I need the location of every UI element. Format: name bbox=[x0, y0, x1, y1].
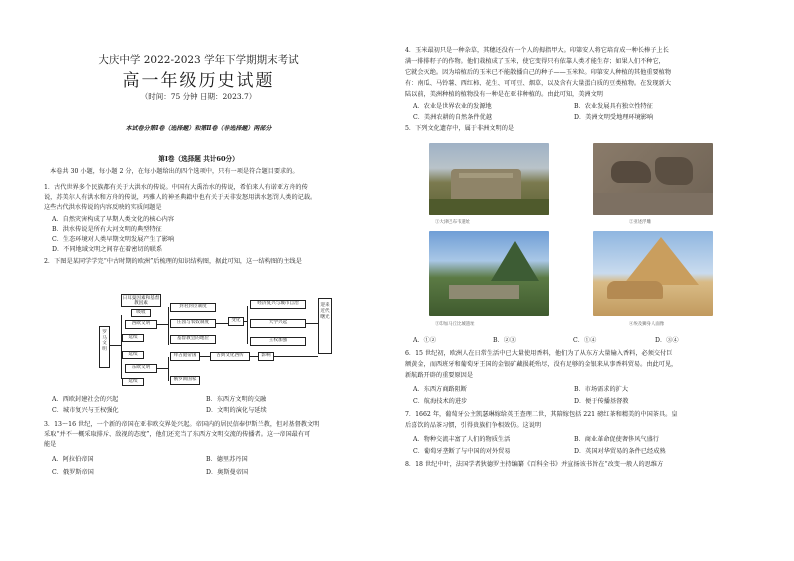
diagram-cities-box: 经济复兴与城市自治 bbox=[250, 300, 306, 309]
q7-option-c[interactable]: C．葡萄牙垄断了与中国的对外贸易 bbox=[413, 448, 511, 455]
q5-option-c[interactable]: C．①④ bbox=[573, 337, 597, 344]
diagram-continue-label: 延续 bbox=[122, 378, 144, 386]
q1-option-a[interactable]: A．自然灾害构成了早期人类文化的核心内容 bbox=[52, 216, 175, 223]
q7-stem-line: 7．1662 年，葡萄牙公主凯瑟琳嫁给英王查理二世，其陪嫁包括 221 磅红茶和精美的中国茶具。皇 bbox=[405, 411, 678, 418]
q1-option-d[interactable]: D．不同地域文明之间存在着密切的联系 bbox=[52, 246, 163, 253]
q4-stem-line: 它就会灭绝。因为培植后的玉米已不能散播自己的种子——玉米粒。印第安人种植的其他重要植物 bbox=[405, 69, 672, 76]
diagram-feudal-box: 封君封臣制度 bbox=[170, 303, 216, 312]
diagram-influence-label: 影响 bbox=[258, 352, 274, 361]
instructions: 本卷共 30 小题，每小题 2 分，在每小题给出的四个选项中，只有一项是符合题目要求的。 bbox=[50, 168, 299, 175]
q2-option-a[interactable]: A．西欧封建社会的兴起 bbox=[52, 396, 119, 403]
image-caption-2: ②亚述浮雕 bbox=[629, 220, 651, 225]
q2-option-d[interactable]: D．文明的演化与延续 bbox=[206, 407, 267, 414]
diagram-church-box: 基督教会的地位 bbox=[170, 335, 216, 344]
q5-option-a[interactable]: A．①② bbox=[413, 337, 437, 344]
diagram-russia-box: 俄罗斯国家 bbox=[170, 376, 200, 385]
machu-picchu-photo bbox=[429, 231, 549, 316]
diagram-change-label: 变化 bbox=[228, 317, 244, 326]
right-column bbox=[397, 0, 794, 561]
time-date-line: （时间：75 分钟 日期：2023.7） bbox=[140, 92, 257, 101]
q6-option-c[interactable]: C．航海技术的进步 bbox=[413, 398, 468, 405]
diagram-line bbox=[306, 323, 318, 324]
q5-option-d[interactable]: D．③④ bbox=[655, 337, 679, 344]
diagram-eastern-box: 东欧文明 bbox=[125, 364, 157, 373]
diagram-continue-label: 延续 bbox=[122, 334, 144, 342]
diagram-line bbox=[168, 357, 169, 381]
q7-option-b[interactable]: B．商业革命促使奢侈风气盛行 bbox=[574, 436, 659, 443]
diagram-university-box: 大学兴起 bbox=[250, 319, 306, 328]
image-caption-1: ①大津巴布韦遗址 bbox=[435, 220, 471, 225]
exam-title: 大庆中学 2022-2023 学年下学期期末考试 bbox=[98, 54, 299, 66]
diagram-line bbox=[247, 306, 248, 344]
q4-stem-line: 有：南瓜、马铃薯、西红柿、花生、可可豆、烟草，以及含有大量蛋白质的豆类植物。在发现新大 bbox=[405, 80, 672, 87]
diagram-line bbox=[200, 356, 210, 357]
diagram-kingship-box: 王权加强 bbox=[250, 337, 306, 346]
q4-option-b[interactable]: B．农业发展具有独立性特征 bbox=[574, 103, 653, 110]
q7-option-a[interactable]: A．物种交流丰富了人们的物质生活 bbox=[413, 436, 511, 443]
q6-option-b[interactable]: B．市场需求的扩大 bbox=[574, 386, 629, 393]
q6-stem-line: 新航路开辟的重要原因是 bbox=[405, 372, 474, 379]
q3-stem-line: 3．13～16 世纪，一个新的帝国在亚非欧交界处兴起。帝国内的居民信奉伊斯兰教，但对基督教文明 bbox=[44, 421, 320, 428]
q1-stem-line: 说，苏美尔人有洪水和方舟的传说，玛雅人的神圣典籍中也有关于天非发怒用洪水惩罚人类的记载。 bbox=[44, 194, 317, 201]
section-title: 第Ⅰ卷（选择题 共计60分） bbox=[158, 155, 239, 163]
diagram-line bbox=[250, 356, 258, 357]
diagram-line bbox=[216, 323, 228, 324]
image-caption-3: ③印加马丘比城遗址 bbox=[435, 322, 475, 327]
diagram-absorb-label: 吸收 bbox=[131, 309, 151, 317]
diagram-rome-box: 罗马文明 bbox=[99, 326, 110, 368]
q6-option-d[interactable]: D．便于传播基督教 bbox=[574, 398, 629, 405]
q6-stem-line: 6．15 世纪初，欧洲人在日常生活中已大量使用香料，他们为了从东方大量输入香料，必须交付巨 bbox=[405, 350, 673, 357]
diagram-line bbox=[168, 307, 169, 345]
q6-stem-line: 额黄金，而西班牙和葡萄牙王国的金银矿藏损耗殆尽，没有足够的金银来从事香料贸易。由此可见， bbox=[405, 361, 678, 368]
q4-option-c[interactable]: C．美洲农耕的自然条件优越 bbox=[413, 114, 492, 121]
q3-option-d[interactable]: D．奥斯曼帝国 bbox=[206, 469, 249, 476]
diagram-line bbox=[121, 315, 122, 379]
diagram-dawn-box: 迎来近代曙光 bbox=[318, 298, 332, 354]
q3-option-c[interactable]: C．俄罗斯帝国 bbox=[52, 469, 94, 476]
q6-option-a[interactable]: A．东西方商路阻断 bbox=[413, 386, 467, 393]
q2-stem: 2．下图是某同学学完“中古时期的欧洲”后梳理的知识结构图，据此可知，这一结构图的主线是 bbox=[44, 258, 302, 265]
sphinx-pyramid-photo bbox=[593, 231, 713, 316]
q5-option-b[interactable]: B．②③ bbox=[493, 337, 517, 344]
q2-option-c[interactable]: C．城市复兴与王权强化 bbox=[52, 407, 119, 414]
q4-stem-line: 4．玉米最初只是一种杂草，其穗还没有一个人的拇指甲大。印第安人将它培育成一种长棒子上长 bbox=[405, 47, 669, 54]
q3-option-b[interactable]: B．德里苏丹国 bbox=[206, 456, 248, 463]
diagram-line bbox=[274, 356, 318, 357]
q5-stem: 5．下列文化遗存中，属于非洲文明的是 bbox=[405, 125, 515, 132]
diagram-germanic-christian-box: 日耳曼因素和基督教因素 bbox=[122, 296, 160, 306]
q3-option-a[interactable]: A．阿拉伯帝国 bbox=[52, 456, 94, 463]
q4-stem-line: 满一排排籽子的作物。他们栽植成了玉米，使它变得只有依靠人类才能生存；如果人们不种它， bbox=[405, 58, 665, 65]
q7-option-d[interactable]: D．英国对华贸易的条件已经成熟 bbox=[574, 448, 666, 455]
q3-stem-line: 采取“并不一概采取排斥、敌视的态度”，他们还充当了东西方文明交流的传播者。这一帝国最有可 bbox=[44, 431, 311, 438]
q1-option-b[interactable]: B．洪水传说是所有大河文明的典型特征 bbox=[52, 226, 162, 233]
q2-option-b[interactable]: B．东西方文明的交融 bbox=[206, 396, 267, 403]
q1-stem-line: 1．古代世界多个民族都有关于大洪水的传说。中国有大禹治水的传说，希伯来人有诺亚方舟的传 bbox=[44, 184, 308, 191]
q7-stem-line: 后喜饮的品茶习惯，引得贵族们争相效仿。这说明 bbox=[405, 422, 542, 429]
q1-stem-line: 这些古代洪水传说的内容反映的实质问题是 bbox=[44, 204, 162, 211]
diagram-continue-label: 延续 bbox=[122, 351, 144, 359]
paper-structure-note: 本试卷分第Ⅰ卷（选择题）和第Ⅱ卷（非选择题）两部分 bbox=[125, 125, 272, 132]
q8-stem: 8．18 世纪中叶，法国学者狄德罗主持编纂《百科全书》并宣扬该书旨在“改变一般人的思维方 bbox=[405, 461, 664, 468]
q1-option-c[interactable]: C．生态环境对人类早期文明发展产生了影响 bbox=[52, 236, 175, 243]
diagram-byzantine-box: 拜占庭帝国 bbox=[170, 352, 200, 361]
subject-title: 高一年级历史试题 bbox=[122, 71, 275, 91]
diagram-western-box: 西欧文明 bbox=[125, 320, 157, 329]
image-caption-4: ④埃及狮身人面像 bbox=[629, 322, 665, 327]
assyrian-relief-photo bbox=[593, 143, 713, 215]
q4-option-a[interactable]: A．农业是世界农业的发源地 bbox=[413, 103, 492, 110]
great-zimbabwe-photo bbox=[429, 143, 549, 215]
q4-stem-line: 陆以前，美洲种植的植物没有一种是在亚非种植的。由此可知，美洲文明 bbox=[405, 91, 603, 98]
q4-option-d[interactable]: D．美洲文明受地理环境影响 bbox=[574, 114, 654, 121]
diagram-manor-box: 庄园与农奴制度 bbox=[170, 319, 216, 328]
diagram-spread-box: 古典文化西传 bbox=[210, 352, 250, 361]
q3-stem-line: 能是 bbox=[44, 441, 57, 448]
